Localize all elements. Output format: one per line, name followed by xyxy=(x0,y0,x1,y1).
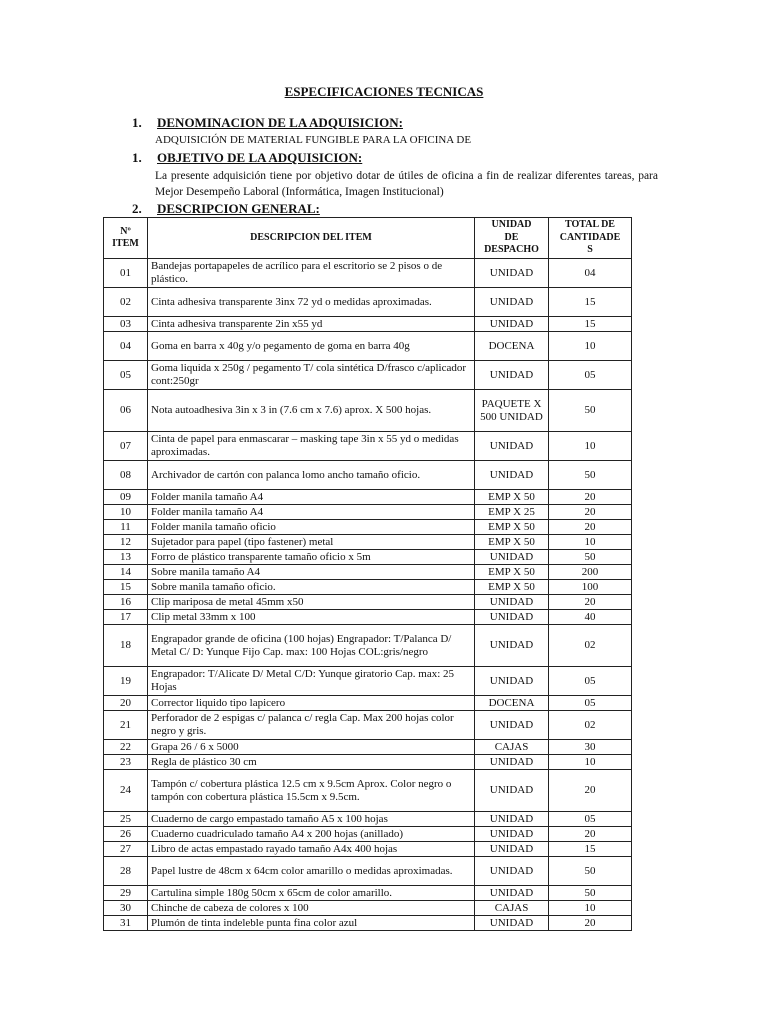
item-quantity-cell: 20 xyxy=(549,520,632,535)
table-row xyxy=(104,259,632,288)
item-quantity-cell: 20 xyxy=(549,916,632,931)
item-number-cell: 30 xyxy=(104,901,148,916)
item-unit-cell: EMP X 50 xyxy=(475,580,549,595)
item-number-cell: 29 xyxy=(104,886,148,901)
item-quantity-cell: 10 xyxy=(549,901,632,916)
item-description-cell: Goma liquida x 250g / pegamento T/ cola sintética D/frasco c/aplicador cont:250gr xyxy=(148,361,475,390)
denominacion-text: ADQUISICIÓN DE MATERIAL FUNGIBLE PARA LA OFICINA DE xyxy=(155,134,472,146)
item-quantity-cell: 50 xyxy=(549,886,632,901)
table-row xyxy=(104,520,632,535)
item-unit-cell: UNIDAD xyxy=(475,259,549,288)
table-row xyxy=(104,886,632,901)
item-number-cell: 13 xyxy=(104,550,148,565)
table-row xyxy=(104,916,632,931)
item-number-cell: 21 xyxy=(104,711,148,740)
item-number-cell: 12 xyxy=(104,535,148,550)
item-description-cell: Cinta adhesiva transparente 3inx 72 yd o medidas aproximadas. xyxy=(148,288,475,317)
item-description-cell: Cuaderno de cargo empastado tamaño A5 x 100 hojas xyxy=(148,812,475,827)
table-row xyxy=(104,770,632,812)
item-number-cell: 02 xyxy=(104,288,148,317)
section-number: 1. xyxy=(132,115,142,130)
table-row xyxy=(104,535,632,550)
item-number-cell: 25 xyxy=(104,812,148,827)
items-table-body xyxy=(104,259,632,931)
item-number-cell: 18 xyxy=(104,625,148,667)
item-number-cell: 07 xyxy=(104,432,148,461)
objetivo-text: La presente adquisición tiene por objetivo dotar de útiles de oficina a fin de realizar diferentes tareas, para Mejor Desempeño Laboral (Informática, Imagen Institucional) xyxy=(155,170,658,198)
table-row xyxy=(104,667,632,696)
section-heading: DESCRIPCION GENERAL: xyxy=(157,201,320,216)
item-description-cell: Archivador de cartón con palanca lomo ancho tamaño oficio. xyxy=(148,461,475,490)
table-row xyxy=(104,696,632,711)
item-number-cell: 19 xyxy=(104,667,148,696)
item-description-cell: Corrector liquido tipo lapicero xyxy=(148,696,475,711)
item-description-cell: Cinta adhesiva transparente 2in x55 yd xyxy=(148,317,475,332)
item-quantity-cell: 20 xyxy=(549,770,632,812)
item-quantity-cell: 15 xyxy=(549,288,632,317)
item-unit-cell: UNIDAD xyxy=(475,770,549,812)
item-number-cell: 06 xyxy=(104,390,148,432)
header-description: DESCRIPCION DEL ITEM xyxy=(148,218,475,259)
item-description-cell: Goma en barra x 40g y/o pegamento de goma en barra 40g xyxy=(148,332,475,361)
item-unit-cell: UNIDAD xyxy=(475,625,549,667)
table-row xyxy=(104,505,632,520)
table-row xyxy=(104,432,632,461)
table-row xyxy=(104,580,632,595)
item-description-cell: Sujetador para papel (tipo fastener) metal xyxy=(148,535,475,550)
item-quantity-cell: 50 xyxy=(549,550,632,565)
table-header-row xyxy=(104,218,632,259)
table-row xyxy=(104,610,632,625)
item-unit-cell: DOCENA xyxy=(475,332,549,361)
item-unit-cell: CAJAS xyxy=(475,901,549,916)
item-quantity-cell: 10 xyxy=(549,332,632,361)
table-row xyxy=(104,490,632,505)
table-row xyxy=(104,625,632,667)
items-table xyxy=(103,217,632,931)
item-number-cell: 01 xyxy=(104,259,148,288)
section-descripcion-heading xyxy=(132,201,320,217)
item-description-cell: Folder manila tamaño oficio xyxy=(148,520,475,535)
item-unit-cell: UNIDAD xyxy=(475,595,549,610)
item-unit-cell: UNIDAD xyxy=(475,886,549,901)
section-number: 2. xyxy=(132,201,142,216)
item-quantity-cell: 02 xyxy=(549,625,632,667)
item-quantity-cell: 20 xyxy=(549,490,632,505)
document-title: ESPECIFICACIONES TECNICAS xyxy=(284,84,484,99)
item-unit-cell: UNIDAD xyxy=(475,432,549,461)
item-quantity-cell: 05 xyxy=(549,361,632,390)
table-row xyxy=(104,842,632,857)
item-unit-cell: UNIDAD xyxy=(475,461,549,490)
item-number-cell: 24 xyxy=(104,770,148,812)
item-description-cell: Nota autoadhesiva 3in x 3 in (7.6 cm x 7.6) aprox. X 500 hojas. xyxy=(148,390,475,432)
item-quantity-cell: 20 xyxy=(549,827,632,842)
item-unit-cell: UNIDAD xyxy=(475,857,549,886)
item-number-cell: 16 xyxy=(104,595,148,610)
item-number-cell: 10 xyxy=(104,505,148,520)
item-number-cell: 28 xyxy=(104,857,148,886)
item-quantity-cell: 10 xyxy=(549,535,632,550)
item-number-cell: 03 xyxy=(104,317,148,332)
table-row xyxy=(104,361,632,390)
item-description-cell: Clip mariposa de metal 45mm x50 xyxy=(148,595,475,610)
item-description-cell: Cinta de papel para enmascarar – masking tape 3in x 55 yd o medidas aproximadas. xyxy=(148,432,475,461)
item-unit-cell: UNIDAD xyxy=(475,667,549,696)
item-unit-cell: PAQUETE X 500 UNIDAD xyxy=(475,390,549,432)
item-description-cell: Engrapador grande de oficina (100 hojas) Engrapador: T/Palanca D/ Metal C/ D: Yunque Fijo Cap. max: 100 Hojas COL:gris/negro xyxy=(148,625,475,667)
item-unit-cell: EMP X 25 xyxy=(475,505,549,520)
item-quantity-cell: 04 xyxy=(549,259,632,288)
table-row xyxy=(104,812,632,827)
item-description-cell: Forro de plástico transparente tamaño oficio x 5m xyxy=(148,550,475,565)
section-denominacion-heading xyxy=(132,115,403,131)
table-row xyxy=(104,317,632,332)
table-row xyxy=(104,711,632,740)
item-description-cell: Bandejas portapapeles de acrílico para el escritorio se 2 pisos o de plástico. xyxy=(148,259,475,288)
table-row xyxy=(104,755,632,770)
table-row xyxy=(104,390,632,432)
item-unit-cell: UNIDAD xyxy=(475,842,549,857)
item-quantity-cell: 02 xyxy=(549,711,632,740)
item-description-cell: Cuaderno cuadriculado tamaño A4 x 200 hojas (anillado) xyxy=(148,827,475,842)
item-description-cell: Folder manila tamaño A4 xyxy=(148,490,475,505)
table-row xyxy=(104,827,632,842)
item-unit-cell: UNIDAD xyxy=(475,827,549,842)
table-row xyxy=(104,595,632,610)
item-unit-cell: EMP X 50 xyxy=(475,535,549,550)
item-number-cell: 11 xyxy=(104,520,148,535)
item-number-cell: 15 xyxy=(104,580,148,595)
item-number-cell: 14 xyxy=(104,565,148,580)
item-description-cell: Folder manila tamaño A4 xyxy=(148,505,475,520)
item-number-cell: 05 xyxy=(104,361,148,390)
item-number-cell: 20 xyxy=(104,696,148,711)
table-row xyxy=(104,565,632,580)
table-row xyxy=(104,550,632,565)
item-quantity-cell: 10 xyxy=(549,755,632,770)
item-number-cell: 22 xyxy=(104,740,148,755)
item-quantity-cell: 10 xyxy=(549,432,632,461)
item-quantity-cell: 200 xyxy=(549,565,632,580)
item-unit-cell: CAJAS xyxy=(475,740,549,755)
item-number-cell: 26 xyxy=(104,827,148,842)
item-unit-cell: UNIDAD xyxy=(475,288,549,317)
item-number-cell: 09 xyxy=(104,490,148,505)
item-description-cell: Cartulina simple 180g 50cm x 65cm de color amarillo. xyxy=(148,886,475,901)
item-unit-cell: EMP X 50 xyxy=(475,520,549,535)
table-row xyxy=(104,461,632,490)
item-unit-cell: UNIDAD xyxy=(475,711,549,740)
section-heading: OBJETIVO DE LA ADQUISICION: xyxy=(157,150,363,165)
table-row xyxy=(104,740,632,755)
item-unit-cell: UNIDAD xyxy=(475,755,549,770)
table-row xyxy=(104,901,632,916)
item-description-cell: Grapa 26 / 6 x 5000 xyxy=(148,740,475,755)
item-number-cell: 17 xyxy=(104,610,148,625)
item-number-cell: 04 xyxy=(104,332,148,361)
item-description-cell: Papel lustre de 48cm x 64cm color amarillo o medidas aproximadas. xyxy=(148,857,475,886)
item-quantity-cell: 20 xyxy=(549,505,632,520)
item-quantity-cell: 50 xyxy=(549,390,632,432)
item-description-cell: Libro de actas empastado rayado tamaño A4x 400 hojas xyxy=(148,842,475,857)
header-unit: UNIDAD DE DESPACHO xyxy=(475,218,549,259)
item-description-cell: Sobre manila tamaño A4 xyxy=(148,565,475,580)
item-unit-cell: UNIDAD xyxy=(475,610,549,625)
item-unit-cell: EMP X 50 xyxy=(475,565,549,580)
item-description-cell: Chinche de cabeza de colores x 100 xyxy=(148,901,475,916)
item-description-cell: Plumón de tinta indeleble punta fina color azul xyxy=(148,916,475,931)
item-quantity-cell: 05 xyxy=(549,812,632,827)
item-number-cell: 23 xyxy=(104,755,148,770)
section-heading: DENOMINACION DE LA ADQUISICION: xyxy=(157,115,403,130)
item-quantity-cell: 20 xyxy=(549,595,632,610)
item-quantity-cell: 15 xyxy=(549,317,632,332)
item-unit-cell: UNIDAD xyxy=(475,361,549,390)
item-quantity-cell: 100 xyxy=(549,580,632,595)
item-unit-cell: UNIDAD xyxy=(475,550,549,565)
item-description-cell: Tampón c/ cobertura plástica 12.5 cm x 9.5cm Aprox. Color negro o tampón con cobertura plástica 15.5cm x 9.5cm. xyxy=(148,770,475,812)
item-number-cell: 27 xyxy=(104,842,148,857)
item-description-cell: Sobre manila tamaño oficio. xyxy=(148,580,475,595)
item-description-cell: Engrapador: T/Alicate D/ Metal C/D: Yunque giratorio Cap. max: 25 Hojas xyxy=(148,667,475,696)
section-number: 1. xyxy=(132,150,142,165)
item-quantity-cell: 40 xyxy=(549,610,632,625)
item-unit-cell: UNIDAD xyxy=(475,317,549,332)
section-objetivo-heading xyxy=(132,150,362,166)
header-quantity: TOTAL DE CANTIDADE S xyxy=(549,218,632,259)
item-unit-cell: UNIDAD xyxy=(475,812,549,827)
item-unit-cell: EMP X 50 xyxy=(475,490,549,505)
item-quantity-cell: 50 xyxy=(549,461,632,490)
table-row xyxy=(104,332,632,361)
item-description-cell: Perforador de 2 espigas c/ palanca c/ regla Cap. Max 200 hojas color negro y gris. xyxy=(148,711,475,740)
table-row xyxy=(104,857,632,886)
item-description-cell: Regla de plástico 30 cm xyxy=(148,755,475,770)
item-unit-cell: UNIDAD xyxy=(475,916,549,931)
item-number-cell: 31 xyxy=(104,916,148,931)
item-unit-cell: DOCENA xyxy=(475,696,549,711)
item-quantity-cell: 15 xyxy=(549,842,632,857)
item-quantity-cell: 30 xyxy=(549,740,632,755)
item-quantity-cell: 50 xyxy=(549,857,632,886)
header-item-number: Nº ITEM xyxy=(104,218,148,259)
table-row xyxy=(104,288,632,317)
item-number-cell: 08 xyxy=(104,461,148,490)
item-quantity-cell: 05 xyxy=(549,696,632,711)
item-quantity-cell: 05 xyxy=(549,667,632,696)
item-description-cell: Clip metal 33mm x 100 xyxy=(148,610,475,625)
